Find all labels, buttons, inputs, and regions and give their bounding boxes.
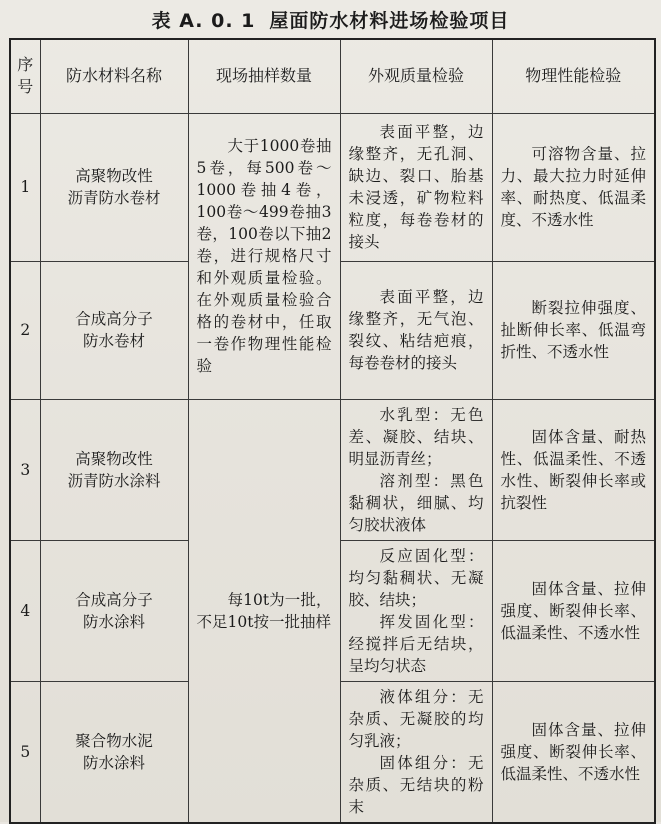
table-number: 表 A. 0. 1	[151, 10, 256, 32]
header-name: 防水材料名称	[40, 39, 188, 113]
header-no: 序号	[10, 39, 40, 113]
appearance-text-part2: 固体组分：无杂质、无结块的粉末	[348, 753, 484, 816]
material-name	[40, 113, 188, 261]
inspection-table	[9, 38, 656, 824]
material-name	[40, 540, 188, 681]
appearance-text-part1: 水乳型：无色差、凝胶、结块、明显沥青丝；	[348, 405, 484, 468]
header-physical: 物理性能检验	[492, 39, 655, 113]
row-number: 3	[10, 399, 40, 540]
physical-text: 固体含量、拉伸强度、断裂伸长率、低温柔性、不透水性	[500, 720, 646, 783]
material-name-line2: 沥青防水涂料	[67, 471, 161, 490]
appearance-check	[340, 113, 492, 261]
appearance-text-part1: 反应固化型：均匀黏稠状、无凝胶、结块；	[348, 546, 484, 609]
appearance-text-part1: 液体组分：无杂质、无凝胶的均匀乳液；	[348, 687, 484, 750]
sample-quantity-coatings-text: 每10t为一批，不足10t按一批抽样	[196, 590, 332, 631]
appearance-text: 表面平整，边缘整齐，无孔洞、缺边、裂口、胎基未浸透，矿物粒料粒度，每卷卷材的接头	[348, 123, 484, 251]
material-name	[40, 681, 188, 823]
row-number: 5	[10, 681, 40, 823]
appearance-text-part2: 溶剂型：黑色黏稠状，细腻、均匀胶状液体	[348, 471, 484, 534]
appearance-check	[340, 681, 492, 823]
table-caption: 屋面防水材料进场检验项目	[269, 10, 510, 32]
sample-quantity-rolls	[188, 113, 340, 399]
appearance-check	[340, 399, 492, 540]
header-sample: 现场抽样数量	[188, 39, 340, 113]
material-name	[40, 261, 188, 399]
material-name-line1: 聚合物水泥	[75, 731, 153, 750]
row-number: 2	[10, 261, 40, 399]
table-row	[10, 113, 655, 261]
sample-quantity-coatings	[188, 399, 340, 823]
physical-check	[492, 113, 655, 261]
physical-check	[492, 261, 655, 399]
physical-text: 可溶物含量、拉力、最大拉力时延伸率、耐热度、低温柔度、不透水性	[500, 145, 646, 229]
appearance-text-part2: 挥发固化型：经搅拌后无结块，呈均匀状态	[348, 612, 484, 675]
header-appearance: 外观质量检验	[340, 39, 492, 113]
physical-text: 固体含量、拉伸强度、断裂伸长率、低温柔性、不透水性	[500, 579, 646, 642]
material-name-line1: 高聚物改性	[75, 167, 153, 185]
physical-text: 固体含量、耐热性、低温柔性、不透水性、断裂伸长率或抗裂性	[500, 427, 646, 512]
appearance-text: 表面平整，边缘整齐，无气泡、裂纹、粘结疤痕，每卷卷材的接头	[348, 288, 484, 372]
material-name-line1: 合成高分子	[75, 590, 153, 609]
material-name-line1: 高聚物改性	[75, 449, 153, 468]
physical-check	[492, 399, 655, 540]
header-row	[10, 39, 655, 113]
row-number: 1	[10, 113, 40, 261]
table-title	[0, 6, 661, 33]
material-name-line1: 合成高分子	[75, 310, 153, 328]
row-number: 4	[10, 540, 40, 681]
material-name	[40, 399, 188, 540]
material-name-line2: 防水卷材	[82, 332, 145, 350]
material-name-line2: 防水涂料	[82, 753, 145, 772]
material-name-line2: 防水涂料	[82, 612, 145, 631]
physical-check	[492, 681, 655, 823]
material-name-line2: 沥青防水卷材	[67, 189, 161, 207]
appearance-check	[340, 261, 492, 399]
sample-quantity-rolls-text: 大于1000卷抽5卷，每500卷～1000卷抽4卷，100卷～499卷抽3卷，100卷以下抽2卷，进行规格尺寸和外观质量检验。在外观质量检验合格的卷材中，任取一卷作物理性能检验	[196, 137, 332, 375]
appearance-check	[340, 540, 492, 681]
table-row	[10, 399, 655, 540]
physical-check	[492, 540, 655, 681]
physical-text: 断裂拉伸强度、扯断伸长率、低温弯折性、不透水性	[500, 299, 646, 361]
